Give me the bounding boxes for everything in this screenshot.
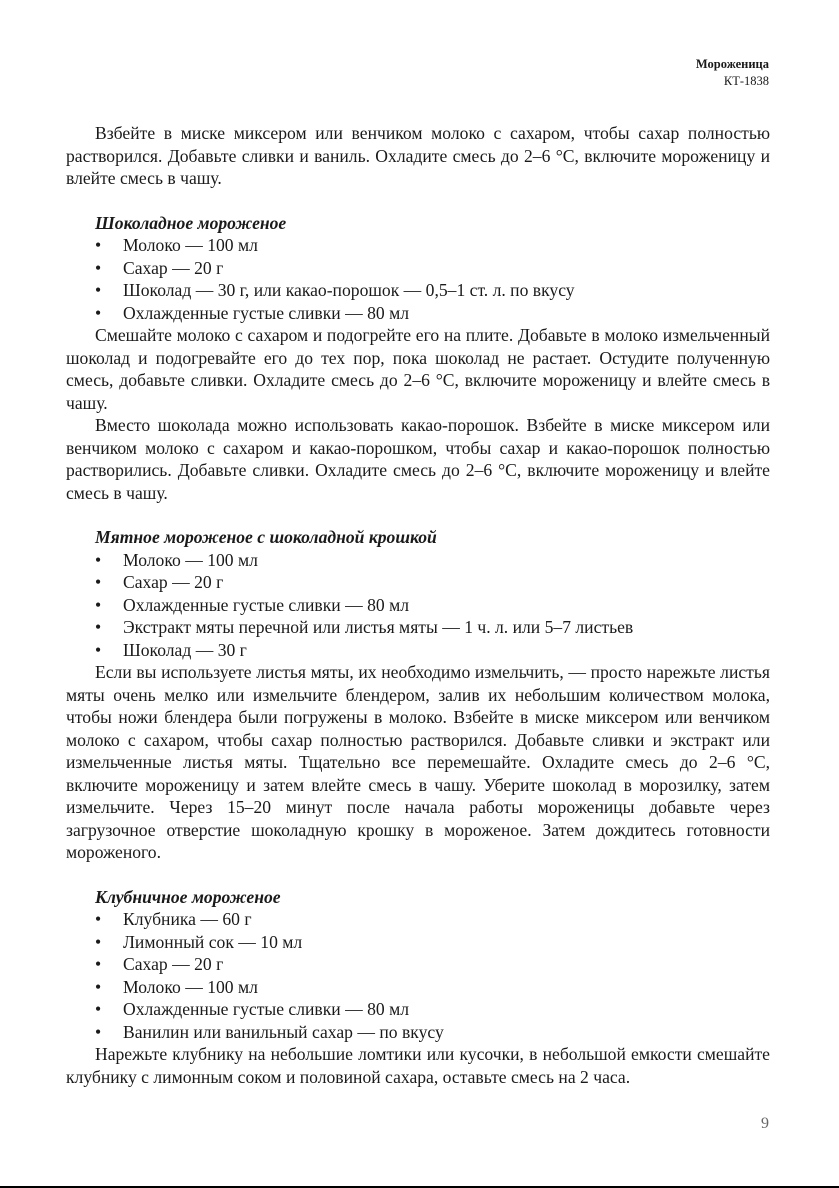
list-item: • Молоко — 100 мл: [95, 549, 258, 570]
recipe-section-chocolate: [66, 212, 770, 505]
bullet-icon: •: [95, 954, 102, 974]
bullet-icon: •: [95, 999, 102, 1019]
model-number: КТ-1838: [723, 74, 769, 88]
intro-paragraph: Взбейте в миске миксером или венчиком молоко с сахаром, чтобы сахар полностью растворился. Добавьте сливки и ваниль. Охладите смесь до 2–6 °С, включите мороженицу и влейте смесь в чашу.: [66, 123, 770, 188]
list-item: • Шоколад — 30 г: [95, 639, 247, 660]
section-title: Клубничное мороженое: [95, 886, 281, 907]
bullet-icon: •: [95, 639, 102, 660]
ingredient-list: [66, 908, 770, 1043]
list-item: • Ванилин или ванильный сахар — по вкусу: [95, 1021, 444, 1042]
list-item: • Сахар — 20 г: [95, 572, 224, 592]
list-item: • Охлажденные густые сливки — 80 мл: [95, 594, 409, 615]
bullet-icon: •: [95, 235, 102, 255]
recipe-section-strawberry: [66, 886, 770, 1089]
list-item: • Сахар — 20 г: [95, 257, 224, 278]
page-number: 9: [761, 1115, 769, 1132]
section-title: Мятное мороженое с шоколадной крошкой: [95, 527, 437, 547]
ingredient-list: [66, 234, 770, 324]
bullet-icon: •: [95, 280, 102, 300]
list-item: • Лимонный сок — 10 мл: [95, 931, 303, 952]
list-item: • Клубника — 60 г: [95, 909, 252, 929]
page-header: [696, 56, 769, 90]
product-name: Мороженица: [695, 57, 769, 71]
recipe-paragraph: Нарежьте клубнику на небольшие ломтики или кусочки, в небольшой емкости смешайте клубнику с лимонным соком и половиной сахара, оставьте смесь на 2 часа.: [66, 1044, 770, 1087]
list-item: • Молоко — 100 мл: [95, 235, 258, 255]
ingredient-list: [66, 549, 770, 662]
recipe-paragraph: Если вы используете листья мяты, их необходимо измельчить, — просто нарежьте листья мяты очень мелко или измельчите блендером, залив их небольшим количеством молока, чтобы ножи блендера были погружены в молоко. Взбейте в миске миксером или венчиком молоко с сахаром, чтобы сахар полностью растворился. Добавьте сливки и экстракт или измельченные листья мяты. Тщательно все перемешайте. Охладите смесь до 2–6 °С, включите мороженицу и затем влейте смесь в чашу. Уберите шоколад в морозилку, затем измельчите. Через 15–20 минут после начала работы мороженицы добавьте через загрузочное отверстие шоколадную крошку в мороженое. Затем дождитесь готовности мороженого.: [66, 662, 770, 862]
bullet-icon: •: [95, 931, 102, 952]
list-item: • Охлажденные густые сливки — 80 мл: [95, 302, 409, 323]
recipe-paragraph: Смешайте молоко с сахаром и подогрейте его на плите. Добавьте в молоко измельченный шоколад и подогревайте его до тех пор, пока шоколад не растает. Остудите полученную смесь, добавьте сливки. Охладите смесь до 2–6 °С, включите мороженицу и влейте смесь в чашу.: [66, 325, 770, 413]
section-title: Шоколадное мороженое: [95, 212, 287, 233]
bullet-icon: •: [95, 1021, 102, 1042]
bullet-icon: •: [95, 909, 102, 929]
bullet-icon: •: [95, 572, 102, 592]
bullet-icon: •: [95, 302, 102, 323]
bullet-icon: •: [95, 257, 102, 278]
list-item: • Сахар — 20 г: [95, 954, 224, 974]
list-item: • Молоко — 100 мл: [95, 976, 258, 997]
list-item: • Экстракт мяты перечной или листья мяты — 1 ч. л. или 5–7 листьев: [95, 617, 634, 637]
bullet-icon: •: [95, 549, 102, 570]
page-content: [66, 122, 770, 1088]
bullet-icon: •: [95, 594, 102, 615]
list-item: • Шоколад — 30 г, или какао-порошок — 0,5–1 ст. л. по вкусу: [95, 280, 575, 300]
bullet-icon: •: [95, 976, 102, 997]
bullet-icon: •: [95, 617, 102, 637]
list-item: • Охлажденные густые сливки — 80 мл: [95, 999, 409, 1019]
recipe-section-mint: [66, 526, 770, 864]
recipe-paragraph: Вместо шоколада можно использовать какао-порошок. Взбейте в миске миксером или венчиком молоко с сахаром и какао-порошком, чтобы сахар и какао-порошок полностью растворились. Добавьте сливки. Охладите смесь до 2–6 °С, включите мороженицу и влейте смесь в чашу.: [66, 415, 770, 503]
